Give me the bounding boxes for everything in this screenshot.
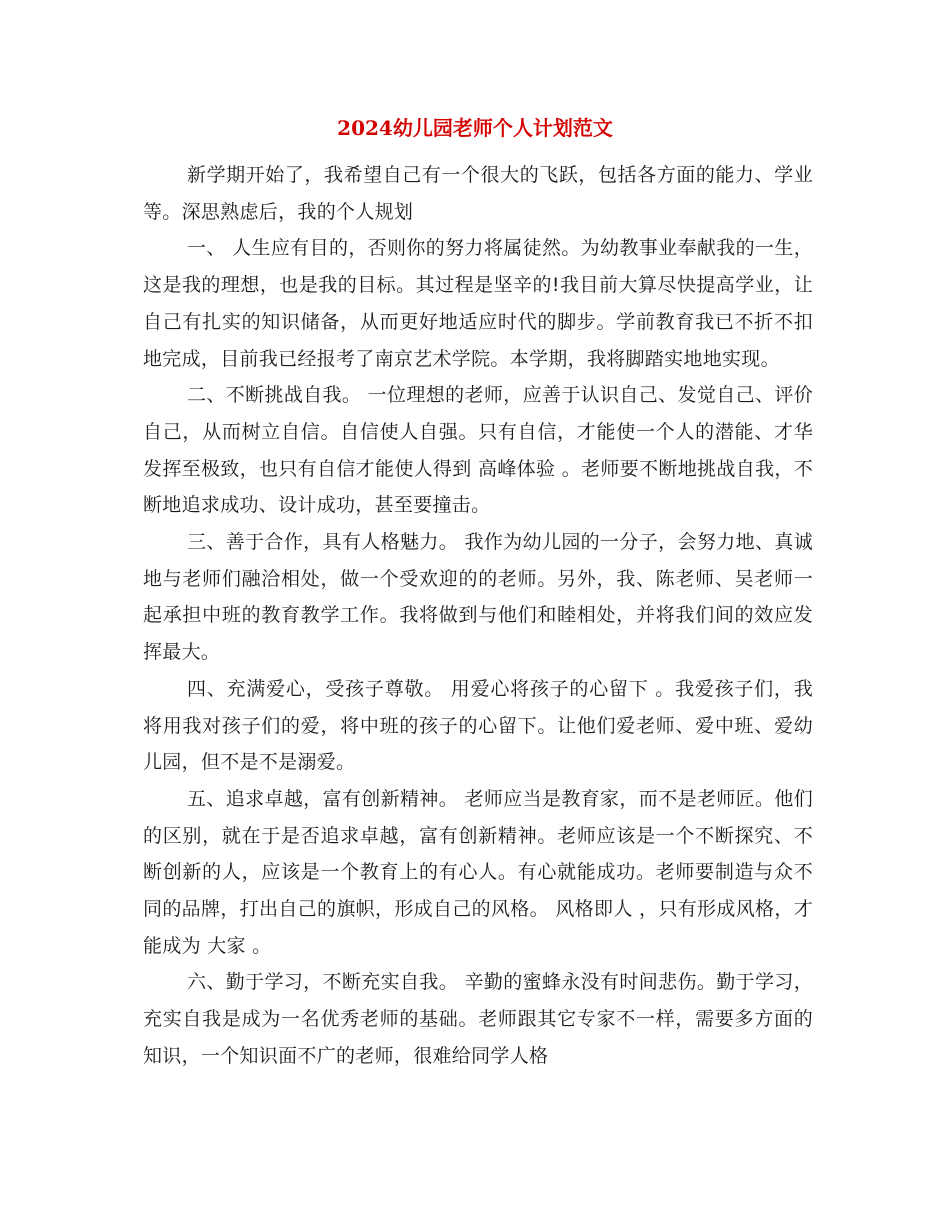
paragraph-section-6: 六、勤于学习，不断充实自我。 辛勤的蜜蜂永没有时间悲伤。勤于学习，充实自我是成为一名优秀老师的基础。老师跟其它专家不一样，需要多方面的知识，一个知识面不广的老师，很难给同学人格 bbox=[143, 971, 813, 1067]
paragraph-section-4: 四、充满爱心，受孩子尊敬。 用爱心将孩子的心留下 。我爱孩子们，我将用我对孩子们的爱，将中班的孩子的心留下。让他们爱老师、爱中班、爱幼儿园，但不是不是溺爱。 bbox=[143, 677, 813, 774]
paragraph-section-2: 二、不断挑战自我。 一位理想的老师，应善于认识自己、发觉自己、评价自己，从而树立自信。自信使人自强。只有自信，才能使一个人的潜能、才华发挥至极致，也只有自信才能使人得到 高峰体验 。老师要不断地挑战自我，不断地追求成功、设计成功，甚至要撞击。 bbox=[143, 384, 813, 517]
document-body bbox=[143, 157, 813, 1075]
paragraph-intro: 新学期开始了，我希望自己有一个很大的飞跃，包括各方面的能力、学业等。深思熟虑后，我的个人规划 bbox=[143, 164, 813, 223]
document-title: 2024幼儿园老师个人计划范文 bbox=[337, 116, 613, 140]
paragraph-section-1: 一、 人生应有目的，否则你的努力将属徒然。为幼教事业奉献我的一生，这是我的理想，也是我的目标。其过程是坚辛的!我目前大算尽快提高学业，让自己有扎实的知识储备，从而更好地适应时代的脚步。学前教育我已不折不扣地完成，目前我已经报考了南京艺术学院。本学期，我将脚踏实地地实现。 bbox=[143, 237, 813, 370]
paragraph-section-5: 五、追求卓越，富有创新精神。 老师应当是教育家，而不是老师匠。他们的区别，就在于是否追求卓越，富有创新精神。老师应该是一个不断探究、不断创新的人，应该是一个教育上的有心人。有心就能成功。老师要制造与众不同的品牌，打出自己的旗帜，形成自己的风格。 风格即人 ，只有形成风格，才能成为 大家 。 bbox=[143, 787, 813, 957]
paragraph-section-3: 三、善于合作，具有人格魅力。 我作为幼儿园的一分子，会努力地、真诚地与老师们融洽相处，做一个受欢迎的的老师。另外，我、陈老师、吴老师一起承担中班的教育教学工作。我将做到与他们和睦相处，并将我们间的效应发挥最大。 bbox=[143, 531, 813, 664]
